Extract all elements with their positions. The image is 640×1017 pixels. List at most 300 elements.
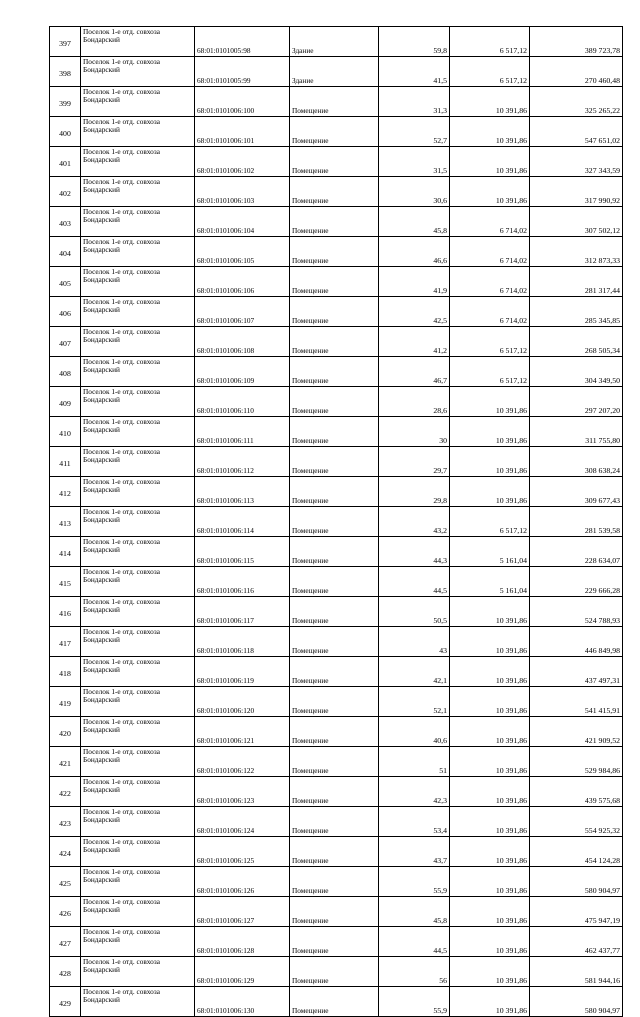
address-line-district: Бондарский [83,95,120,104]
cadastral-number: 68:01:0101006:129 [195,957,290,987]
area-value: 42,1 [379,657,450,687]
table-row [50,447,623,477]
cadastral-cost: 229 666,28 [530,567,623,597]
row-number: 421 [50,747,81,777]
address-line-settlement: Поселок 1-е отд. совхоза [83,477,160,486]
cadastral-cost: 454 124,28 [530,837,623,867]
cadastral-cost: 327 343,59 [530,147,623,177]
row-number: 400 [50,117,81,147]
address-cell [81,57,195,87]
object-type: Помещение [290,597,379,627]
area-value: 44,5 [379,567,450,597]
cadastral-cost: 311 755,80 [530,417,623,447]
object-type: Помещение [290,207,379,237]
address-line-district: Бондарский [83,755,120,764]
cadastral-cost: 281 317,44 [530,267,623,297]
address-cell [81,807,195,837]
table-row [50,597,623,627]
table-row [50,117,623,147]
cadastral-cost: 541 415,91 [530,687,623,717]
row-number: 419 [50,687,81,717]
table-row [50,207,623,237]
area-value: 30 [379,417,450,447]
address-line-settlement: Поселок 1-е отд. совхоза [83,957,160,966]
specific-value: 10 391,86 [450,897,530,927]
object-type: Помещение [290,357,379,387]
address-line-district: Бондарский [83,215,120,224]
table-row [50,507,623,537]
address-line-settlement: Поселок 1-е отд. совхоза [83,747,160,756]
object-type: Помещение [290,537,379,567]
row-number: 412 [50,477,81,507]
object-type: Помещение [290,417,379,447]
row-number: 424 [50,837,81,867]
area-value: 45,8 [379,897,450,927]
specific-value: 10 391,86 [450,597,530,627]
address-cell [81,237,195,267]
address-cell [81,657,195,687]
object-type: Помещение [290,897,379,927]
cadastral-number: 68:01:0101006:102 [195,147,290,177]
address-line-district: Бондарский [83,575,120,584]
address-line-district: Бондарский [83,635,120,644]
address-line-district: Бондарский [83,995,120,1004]
cadastral-number: 68:01:0101006:123 [195,777,290,807]
address-line-settlement: Поселок 1-е отд. совхоза [83,717,160,726]
address-cell [81,957,195,987]
cadastral-cost: 581 944,16 [530,957,623,987]
address-line-settlement: Поселок 1-е отд. совхоза [83,417,160,426]
area-value: 41,2 [379,327,450,357]
address-cell [81,477,195,507]
cadastral-number: 68:01:0101006:126 [195,867,290,897]
address-line-settlement: Поселок 1-е отд. совхоза [83,837,160,846]
object-type: Помещение [290,687,379,717]
row-number: 407 [50,327,81,357]
address-line-settlement: Поселок 1-е отд. совхоза [83,27,160,36]
address-line-settlement: Поселок 1-е отд. совхоза [83,777,160,786]
object-type: Помещение [290,657,379,687]
cadastral-number: 68:01:0101006:114 [195,507,290,537]
address-line-settlement: Поселок 1-е отд. совхоза [83,687,160,696]
area-value: 42,3 [379,777,450,807]
object-type: Помещение [290,507,379,537]
address-line-settlement: Поселок 1-е отд. совхоза [83,927,160,936]
address-cell [81,987,195,1017]
address-line-settlement: Поселок 1-е отд. совхоза [83,177,160,186]
address-cell [81,417,195,447]
area-value: 43,2 [379,507,450,537]
table-row [50,987,623,1017]
row-number: 408 [50,357,81,387]
address-line-settlement: Поселок 1-е отд. совхоза [83,87,160,96]
specific-value: 10 391,86 [450,687,530,717]
address-cell [81,267,195,297]
specific-value: 10 391,86 [450,867,530,897]
cadastral-cost: 421 909,52 [530,717,623,747]
row-number: 417 [50,627,81,657]
row-number: 399 [50,87,81,117]
specific-value: 10 391,86 [450,177,530,207]
area-value: 55,9 [379,867,450,897]
cadastral-cost: 308 638,24 [530,447,623,477]
row-number: 405 [50,267,81,297]
object-type: Помещение [290,627,379,657]
specific-value: 6 517,12 [450,57,530,87]
specific-value: 6 517,12 [450,27,530,57]
specific-value: 6 517,12 [450,357,530,387]
area-value: 29,8 [379,477,450,507]
address-cell [81,537,195,567]
area-value: 43 [379,627,450,657]
address-line-settlement: Поселок 1-е отд. совхоза [83,387,160,396]
address-line-district: Бондарский [83,545,120,554]
table-row [50,897,623,927]
table-row [50,927,623,957]
table-row [50,687,623,717]
cadastral-cost: 446 849,98 [530,627,623,657]
row-number: 406 [50,297,81,327]
cadastral-number: 68:01:0101006:122 [195,747,290,777]
object-type: Помещение [290,147,379,177]
address-cell [81,747,195,777]
address-line-settlement: Поселок 1-е отд. совхоза [83,537,160,546]
address-line-district: Бондарский [83,125,120,134]
address-line-settlement: Поселок 1-е отд. совхоза [83,57,160,66]
address-line-settlement: Поселок 1-е отд. совхоза [83,507,160,516]
object-type: Помещение [290,117,379,147]
address-line-settlement: Поселок 1-е отд. совхоза [83,117,160,126]
specific-value: 10 391,86 [450,627,530,657]
specific-value: 10 391,86 [450,957,530,987]
cadastral-number: 68:01:0101006:119 [195,657,290,687]
area-value: 30,6 [379,177,450,207]
row-number: 427 [50,927,81,957]
address-cell [81,297,195,327]
specific-value: 6 714,02 [450,237,530,267]
cadastral-cost: 462 437,77 [530,927,623,957]
table-row [50,807,623,837]
cadastral-cost: 228 634,07 [530,537,623,567]
specific-value: 10 391,86 [450,777,530,807]
cadastral-cost: 580 904,97 [530,987,623,1017]
cadastral-number: 68:01:0101006:118 [195,627,290,657]
address-line-settlement: Поселок 1-е отд. совхоза [83,897,160,906]
area-value: 50,5 [379,597,450,627]
cadastral-cost: 268 505,34 [530,327,623,357]
address-cell [81,147,195,177]
address-line-district: Бондарский [83,605,120,614]
cadastral-number: 68:01:0101006:120 [195,687,290,717]
cadastral-cost: 304 349,50 [530,357,623,387]
table-row [50,537,623,567]
table-row [50,147,623,177]
address-line-settlement: Поселок 1-е отд. совхоза [83,237,160,246]
table-row [50,237,623,267]
cadastral-number: 68:01:0101006:110 [195,387,290,417]
table-row [50,27,623,57]
area-value: 56 [379,957,450,987]
object-type: Помещение [290,567,379,597]
address-cell [81,357,195,387]
cadastral-number: 68:01:0101006:104 [195,207,290,237]
object-type: Здание [290,57,379,87]
object-type: Помещение [290,327,379,357]
table-row [50,387,623,417]
cadastral-number: 68:01:0101006:101 [195,117,290,147]
address-cell [81,387,195,417]
specific-value: 10 391,86 [450,417,530,447]
address-cell [81,777,195,807]
address-cell [81,327,195,357]
area-value: 52,7 [379,117,450,147]
specific-value: 6 517,12 [450,327,530,357]
object-type: Помещение [290,837,379,867]
cadastral-cost: 529 984,86 [530,747,623,777]
cadastral-cost: 312 873,33 [530,237,623,267]
address-cell [81,177,195,207]
address-cell [81,867,195,897]
cadastral-cost: 547 651,02 [530,117,623,147]
cadastral-number: 68:01:0101006:125 [195,837,290,867]
specific-value: 10 391,86 [450,477,530,507]
address-line-district: Бондарский [83,185,120,194]
address-line-settlement: Поселок 1-е отд. совхоза [83,627,160,636]
area-value: 53,4 [379,807,450,837]
specific-value: 6 714,02 [450,267,530,297]
specific-value: 10 391,86 [450,447,530,477]
area-value: 46,6 [379,237,450,267]
specific-value: 10 391,86 [450,837,530,867]
address-cell [81,567,195,597]
address-line-district: Бондарский [83,275,120,284]
address-line-district: Бондарский [83,155,120,164]
table-row [50,627,623,657]
cadastral-number: 68:01:0101006:112 [195,447,290,477]
cadastral-cost: 281 539,58 [530,507,623,537]
cadastral-cost: 325 265,22 [530,87,623,117]
object-type: Помещение [290,267,379,297]
address-line-settlement: Поселок 1-е отд. совхоза [83,357,160,366]
object-type: Помещение [290,777,379,807]
table-body [50,27,623,1017]
row-number: 423 [50,807,81,837]
area-value: 31,3 [379,87,450,117]
cadastral-number: 68:01:0101006:116 [195,567,290,597]
address-cell [81,447,195,477]
address-line-district: Бондарский [83,695,120,704]
object-type: Помещение [290,477,379,507]
cadastral-cost: 554 925,32 [530,807,623,837]
table-row [50,567,623,597]
address-cell [81,927,195,957]
address-line-settlement: Поселок 1-е отд. совхоза [83,657,160,666]
row-number: 402 [50,177,81,207]
address-line-district: Бондарский [83,35,120,44]
cadastral-number: 68:01:0101006:124 [195,807,290,837]
address-cell [81,717,195,747]
table-row [50,957,623,987]
row-number: 411 [50,447,81,477]
cadastral-number: 68:01:0101006:105 [195,237,290,267]
address-line-settlement: Поселок 1-е отд. совхоза [83,597,160,606]
area-value: 29,7 [379,447,450,477]
row-number: 418 [50,657,81,687]
cadastral-number: 68:01:0101006:111 [195,417,290,447]
table-row [50,837,623,867]
area-value: 42,5 [379,297,450,327]
address-cell [81,87,195,117]
address-cell [81,627,195,657]
area-value: 55,9 [379,987,450,1017]
address-line-district: Бондарский [83,935,120,944]
row-number: 426 [50,897,81,927]
area-value: 44,3 [379,537,450,567]
cadastral-number: 68:01:0101006:130 [195,987,290,1017]
table-row [50,267,623,297]
specific-value: 10 391,86 [450,657,530,687]
object-type: Помещение [290,867,379,897]
address-line-district: Бондарский [83,485,120,494]
row-number: 401 [50,147,81,177]
cadastral-number: 68:01:0101006:100 [195,87,290,117]
object-type: Помещение [290,237,379,267]
address-cell [81,507,195,537]
object-type: Помещение [290,807,379,837]
cadastral-number: 68:01:0101006:109 [195,357,290,387]
specific-value: 10 391,86 [450,747,530,777]
address-line-district: Бондарский [83,665,120,674]
cadastral-cost: 475 947,19 [530,897,623,927]
row-number: 397 [50,27,81,57]
address-line-settlement: Поселок 1-е отд. совхоза [83,267,160,276]
area-value: 28,6 [379,387,450,417]
address-line-district: Бондарский [83,965,120,974]
address-line-district: Бондарский [83,365,120,374]
row-number: 409 [50,387,81,417]
area-value: 41,9 [379,267,450,297]
cadastral-number: 68:01:0101006:121 [195,717,290,747]
cadastral-cost: 580 904,97 [530,867,623,897]
address-line-district: Бондарский [83,815,120,824]
cadastral-cost: 297 207,20 [530,387,623,417]
cadastral-cost: 307 502,12 [530,207,623,237]
address-line-settlement: Поселок 1-е отд. совхоза [83,207,160,216]
address-cell [81,117,195,147]
table-row [50,87,623,117]
object-type: Помещение [290,747,379,777]
row-number: 429 [50,987,81,1017]
area-value: 44,5 [379,927,450,957]
address-line-district: Бондарский [83,245,120,254]
specific-value: 10 391,86 [450,387,530,417]
address-line-settlement: Поселок 1-е отд. совхоза [83,567,160,576]
address-line-district: Бондарский [83,725,120,734]
specific-value: 10 391,86 [450,117,530,147]
address-line-settlement: Поселок 1-е отд. совхоза [83,327,160,336]
row-number: 403 [50,207,81,237]
cadastral-number: 68:01:0101006:128 [195,927,290,957]
area-value: 59,8 [379,27,450,57]
row-number: 413 [50,507,81,537]
address-line-district: Бондарский [83,425,120,434]
object-type: Помещение [290,717,379,747]
specific-value: 6 714,02 [450,207,530,237]
address-cell [81,207,195,237]
area-value: 51 [379,747,450,777]
address-line-settlement: Поселок 1-е отд. совхоза [83,147,160,156]
specific-value: 10 391,86 [450,717,530,747]
cadastral-number: 68:01:0101006:108 [195,327,290,357]
address-line-settlement: Поселок 1-е отд. совхоза [83,987,160,996]
address-line-district: Бондарский [83,395,120,404]
object-type: Помещение [290,447,379,477]
cadastral-cost: 439 575,68 [530,777,623,807]
cadastral-cost: 270 460,48 [530,57,623,87]
object-type: Здание [290,27,379,57]
row-number: 415 [50,567,81,597]
specific-value: 10 391,86 [450,147,530,177]
table-row [50,657,623,687]
area-value: 46,7 [379,357,450,387]
address-line-settlement: Поселок 1-е отд. совхоза [83,867,160,876]
address-line-district: Бондарский [83,515,120,524]
table-row [50,297,623,327]
area-value: 31,5 [379,147,450,177]
cadastral-number: 68:01:0101005:98 [195,27,290,57]
row-number: 422 [50,777,81,807]
cadastral-cost: 309 677,43 [530,477,623,507]
table-row [50,357,623,387]
cadastral-value-table [49,26,623,1017]
specific-value: 10 391,86 [450,807,530,837]
cadastral-cost: 389 723,78 [530,27,623,57]
address-line-district: Бондарский [83,905,120,914]
area-value: 43,7 [379,837,450,867]
cadastral-number: 68:01:0101006:127 [195,897,290,927]
specific-value: 5 161,04 [450,537,530,567]
table-row [50,177,623,207]
address-cell [81,27,195,57]
area-value: 40,6 [379,717,450,747]
address-line-settlement: Поселок 1-е отд. совхоза [83,447,160,456]
specific-value: 10 391,86 [450,987,530,1017]
cadastral-cost: 437 497,31 [530,657,623,687]
object-type: Помещение [290,987,379,1017]
table-row [50,777,623,807]
specific-value: 10 391,86 [450,87,530,117]
cadastral-number: 68:01:0101006:117 [195,597,290,627]
area-value: 52,1 [379,687,450,717]
specific-value: 6 714,02 [450,297,530,327]
specific-value: 5 161,04 [450,567,530,597]
object-type: Помещение [290,957,379,987]
area-value: 45,8 [379,207,450,237]
cadastral-number: 68:01:0101005:99 [195,57,290,87]
table-row [50,477,623,507]
cadastral-number: 68:01:0101006:115 [195,537,290,567]
row-number: 398 [50,57,81,87]
table-row [50,417,623,447]
cadastral-number: 68:01:0101006:107 [195,297,290,327]
address-cell [81,597,195,627]
address-cell [81,897,195,927]
address-line-settlement: Поселок 1-е отд. совхоза [83,297,160,306]
table-row [50,57,623,87]
row-number: 414 [50,537,81,567]
row-number: 416 [50,597,81,627]
object-type: Помещение [290,297,379,327]
